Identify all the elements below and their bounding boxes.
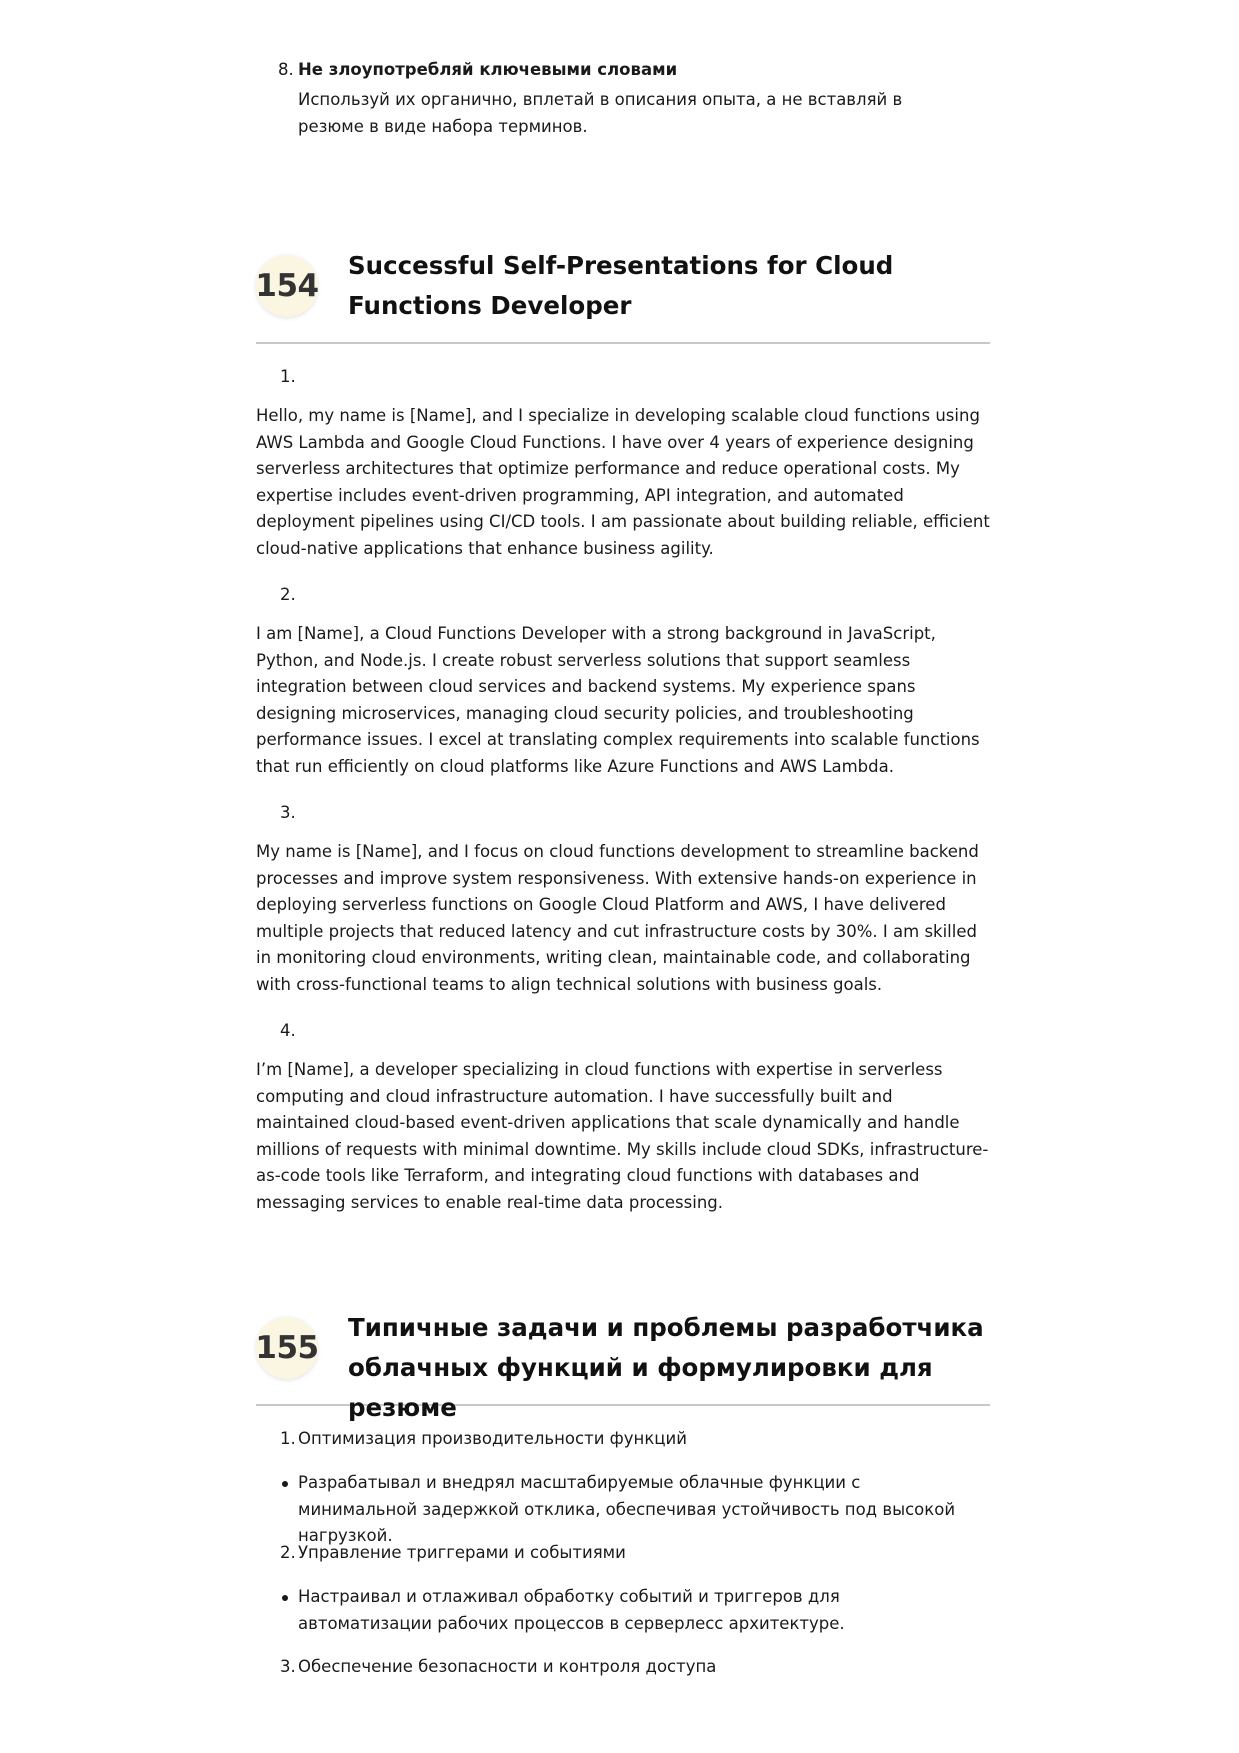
presentation-number: 2.: [280, 585, 296, 604]
task-title: Обеспечение безопасности и контроля доступа: [298, 1657, 717, 1676]
section-154: [256, 250, 990, 344]
section-title: Типичные задачи и проблемы разработчика облачных функций и формулировки для резюме: [348, 1313, 984, 1422]
bullet-text: Настраивал и отлаживал обработку событий и триггеров для автоматизации рабочих процессов в серверлесс архитектуре.: [298, 1587, 845, 1633]
task-title: Оптимизация производительности функций: [298, 1429, 687, 1448]
bullet-dot-icon: [282, 1595, 288, 1601]
presentation-number: 3.: [280, 803, 296, 822]
presentation-number: 4.: [280, 1021, 296, 1040]
task-number: 2.: [280, 1543, 296, 1562]
section-number-badge: 154: [256, 255, 318, 317]
section-title: Successful Self-Presentations for Cloud Functions Developer: [348, 251, 894, 320]
tip-description: Используй их органично, вплетай в описания опыта, а не вставляй в резюме в виде набора терминов.: [298, 90, 903, 136]
presentation-text: My name is [Name], and I focus on cloud functions development to streamline backend processes and improve system responsiveness. With extensive hands-on experience in deploying serverless functions on Google Cloud Platform and AWS, I have delivered multiple projects that reduced latency and cut infrastructure costs by 30%. I am skilled in monitoring cloud environments, writing clean, maintainable code, and collaborating with cross-functional teams to align technical solutions with business goals.: [256, 842, 979, 994]
section-header: [256, 250, 990, 344]
presentation-number: 1.: [280, 367, 296, 386]
presentation-text: I am [Name], a Cloud Functions Developer with a strong background in JavaScript, Python, and Node.js. I create robust serverless solutions that support seamless integration between cloud services and backend systems. My experience spans designing microservices, managing cloud security policies, and troubleshooting performance issues. I excel at translating complex requirements into scalable functions that run efficiently on cloud platforms like Azure Functions and AWS Lambda.: [256, 624, 980, 776]
task-number: 3.: [280, 1657, 296, 1676]
task-item: [280, 1540, 980, 1567]
bullet-text: Разрабатывал и внедрял масштабируемые облачные функции с минимальной задержкой отклика, обеспечивая устойчивость под высокой нагрузкой.: [298, 1473, 956, 1545]
section-header: [255, 1312, 990, 1422]
presentation-text: I’m [Name], a developer specializing in cloud functions with expertise in serverless computing and cloud infrastructure automation. I have successfully built and maintained cloud-based event-driven applications that scale dynamically and handle millions of requests with minimal downtime. My skills include cloud SDKs, infrastructure-as-code tools like Terraform, and integrating cloud functions with databases and messaging services to enable real-time data processing.: [256, 1060, 989, 1212]
tip-number: 8.: [278, 60, 294, 79]
task-title: Управление триггерами и событиями: [298, 1543, 626, 1562]
presentation-text: Hello, my name is [Name], and I specialize in developing scalable cloud functions using AWS Lambda and Google Cloud Functions. I have over 4 years of experience designing serverless architectures that optimize performance and reduce operational costs. My expertise includes event-driven programming, API integration, and automated deployment pipelines using CI/CD tools. I am passionate about building reliable, efficient cloud-native applications that enhance business agility.: [256, 406, 990, 558]
task-item: [280, 1426, 980, 1453]
task-number: 1.: [280, 1429, 296, 1448]
task-item: [280, 1654, 980, 1681]
section-number-badge: 155: [256, 1317, 318, 1379]
section-155: [255, 1312, 990, 1422]
bullet-dot-icon: [282, 1481, 288, 1487]
tip-title: Не злоупотребляй ключевыми словами: [298, 60, 678, 79]
